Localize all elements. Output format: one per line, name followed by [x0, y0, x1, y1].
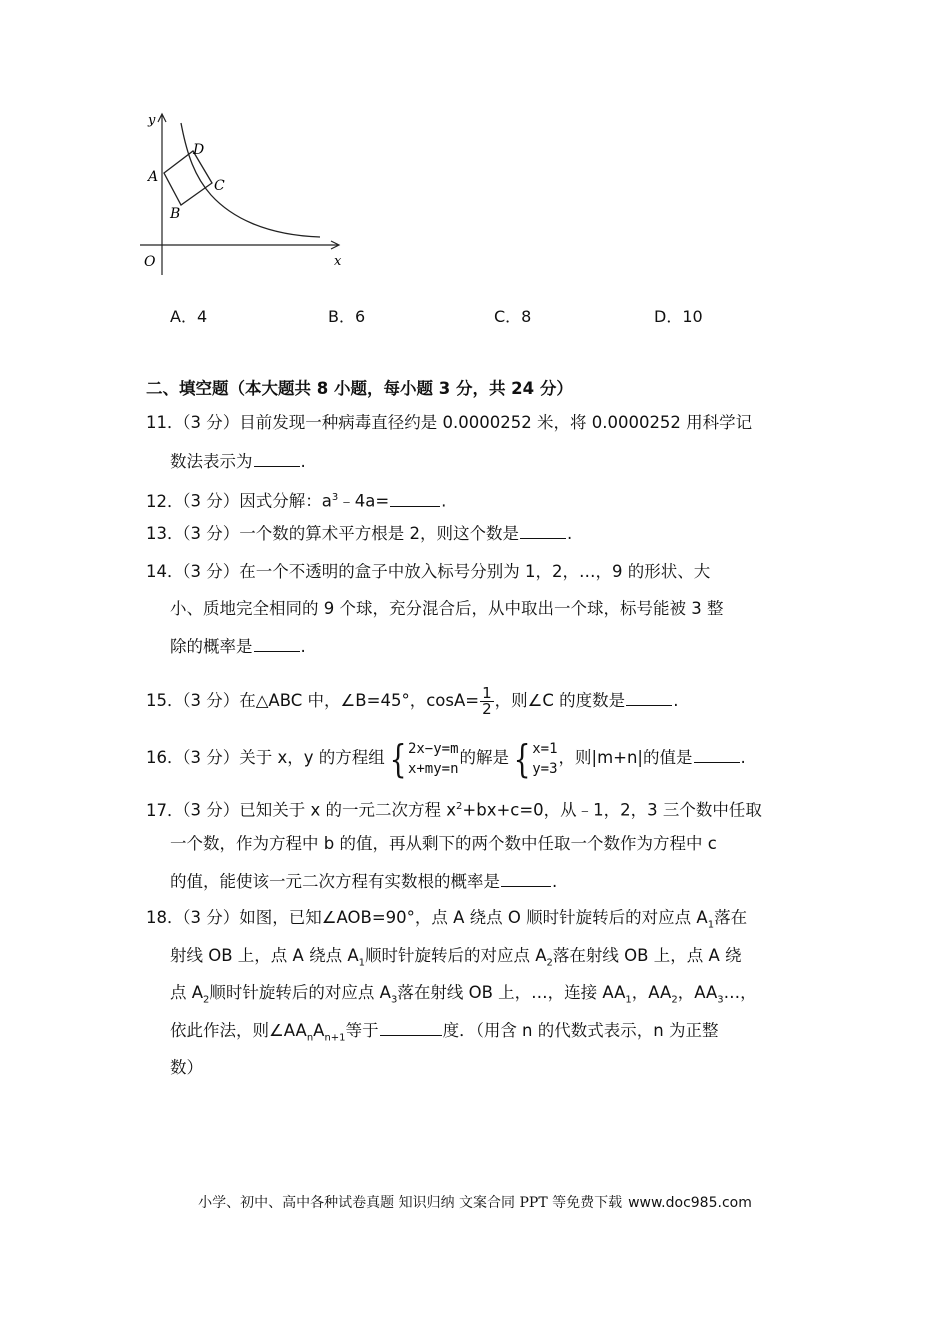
- label-d: D: [193, 142, 205, 158]
- question-text: ，AA: [631, 983, 672, 1002]
- question-text: （3 分）在一个不透明的盒子中放入标号分别为 1，2，…，9 的形状、大: [174, 562, 711, 581]
- label-o: O: [144, 254, 156, 270]
- question-text: ﹣4a=: [338, 491, 390, 511]
- question-text: （3 分）一个数的算术平方根是 2，则这个数是: [174, 524, 519, 543]
- question-18-line-1: [146, 906, 747, 930]
- question-text: .: [567, 524, 573, 543]
- answer-blank[interactable]: [520, 522, 566, 539]
- choice-c: C．8: [494, 307, 532, 326]
- question-number: 12．: [146, 491, 184, 511]
- question-number: 15．: [146, 691, 184, 710]
- question-text: .: [673, 691, 679, 710]
- question-text: A: [313, 1021, 325, 1040]
- hyperbola-curve: [181, 123, 320, 237]
- answer-blank[interactable]: [254, 635, 300, 652]
- question-text: （3 分）目前发现一种病毒直径约是 0.0000252 米，将 0.0000252 用科学记: [174, 413, 753, 432]
- label-c: C: [214, 178, 225, 194]
- equation-2: x+my=n: [407, 760, 459, 777]
- question-11-line-2: [170, 450, 306, 474]
- answer-blank[interactable]: [390, 490, 440, 507]
- question-14-line-1: [146, 560, 710, 584]
- question-text: 依此作法，则∠AA: [170, 1021, 307, 1040]
- question-text: 的值，能使该一元二次方程有实数根的概率是: [170, 872, 500, 891]
- question-13: [146, 522, 572, 546]
- question-text: 点 A: [170, 983, 204, 1002]
- footer-text: 小学、初中、高中各种试卷真题 知识归纳 文案合同 PPT 等免费下载: [198, 1195, 623, 1211]
- solution-system: [510, 736, 558, 781]
- question-text: 度．（用含 n 的代数式表示，n 为正整: [442, 1021, 719, 1040]
- question-text: 落在射线 OB 上，…，连接 AA: [397, 983, 626, 1002]
- question-number: 13．: [146, 524, 184, 543]
- question-text: ，AA: [677, 983, 718, 1002]
- question-17-line-1: [146, 795, 762, 819]
- question-text: 除的概率是: [170, 637, 253, 656]
- answer-blank[interactable]: [380, 1019, 442, 1036]
- question-text: 一个数，作为方程中 b 的值，再从剩下的两个数中任取一个数作为方程中 c: [170, 834, 717, 853]
- question-text: .: [300, 637, 306, 656]
- subscript: 2: [546, 957, 553, 969]
- question-text: （3 分）在△ABC 中，∠B=45°，cosA=: [174, 691, 480, 710]
- question-number: 18．: [146, 908, 184, 927]
- question-number: 14．: [146, 562, 184, 581]
- question-18-line-3: [170, 981, 757, 1005]
- question-17-line-2: [170, 832, 717, 856]
- question-17-line-3: [170, 870, 557, 894]
- question-text: 等于: [345, 1021, 379, 1040]
- left-brace: {: [513, 736, 531, 781]
- question-18-line-5: [170, 1056, 203, 1080]
- question-12: [146, 486, 446, 510]
- question-18-line-2: [170, 944, 741, 968]
- answer-blank[interactable]: [254, 450, 300, 467]
- subscript: 2: [203, 994, 210, 1006]
- question-text: 数法表示为: [170, 452, 253, 471]
- equation-1: 2x−y=m: [407, 740, 459, 757]
- question-text: …，: [723, 983, 757, 1002]
- equation-system: [386, 736, 459, 781]
- question-text: 射线 OB 上，点 A 绕点 A: [170, 946, 359, 965]
- question-15: [146, 684, 678, 718]
- label-x: x: [334, 254, 342, 269]
- section-heading: 二、填空题（本大题共 8 小题，每小题 3 分，共 24 分）: [146, 379, 573, 398]
- coordinate-figure: [135, 105, 355, 280]
- question-number: 16．: [146, 748, 184, 767]
- subscript: n+1: [324, 1032, 346, 1044]
- choice-d: D．10: [654, 307, 703, 326]
- label-b: B: [170, 206, 181, 222]
- question-text: .: [740, 748, 746, 767]
- subscript: 2: [671, 994, 678, 1006]
- square-abcd: [164, 151, 212, 205]
- subscript: 1: [358, 957, 365, 969]
- question-text: 顺时针旋转后的对应点 A: [209, 983, 391, 1002]
- subscript: 3: [717, 994, 724, 1006]
- question-text: .: [300, 452, 306, 471]
- subscript: 3: [390, 994, 398, 1006]
- question-number: 17．: [146, 800, 184, 820]
- solution-2: y=3: [532, 760, 558, 777]
- question-text: ，则∠C 的度数是: [494, 691, 626, 710]
- answer-blank[interactable]: [501, 870, 551, 887]
- question-text: ，则|m+n|的值是: [558, 748, 693, 767]
- subscript: n: [306, 1032, 314, 1044]
- choice-b: B．6: [328, 307, 366, 326]
- exponent: 2: [456, 801, 463, 812]
- subscript: 1: [707, 919, 715, 931]
- question-11-line-1: [146, 411, 752, 435]
- left-brace: {: [389, 736, 407, 781]
- question-text: 落在射线 OB 上，点 A 绕: [552, 946, 742, 965]
- question-16: [146, 736, 746, 780]
- question-text: .: [552, 872, 558, 891]
- label-y: y: [148, 113, 156, 128]
- answer-blank[interactable]: [626, 689, 672, 706]
- question-text: （3 分）关于 x，y 的方程组: [174, 748, 385, 767]
- question-text: 小、质地完全相同的 9 个球，充分混合后，从中取出一个球，标号能被 3 整: [170, 599, 724, 618]
- answer-blank[interactable]: [694, 746, 740, 763]
- subscript: 1: [625, 994, 632, 1006]
- question-text: .: [441, 491, 447, 511]
- question-text: （3 分）已知关于 x 的一元二次方程 x: [174, 800, 457, 820]
- fraction: [480, 686, 494, 717]
- question-14-line-2: [170, 597, 723, 621]
- choice-a: A．4: [170, 307, 208, 326]
- question-text: +bx+c=0，从﹣1，2，3 三个数中任取: [462, 800, 762, 820]
- fraction-denominator: 2: [482, 700, 492, 718]
- question-text: 落在: [714, 908, 748, 927]
- question-text: 顺时针旋转后的对应点 A: [364, 946, 547, 965]
- fraction-numerator: 1: [482, 684, 492, 702]
- exponent: 3: [331, 492, 339, 503]
- footer-link[interactable]: www.doc985.com: [628, 1195, 752, 1211]
- page-footer: [0, 1192, 950, 1212]
- question-text: （3 分）因式分解：a: [174, 491, 332, 511]
- question-14-line-3: [170, 635, 306, 659]
- question-text: 数）: [170, 1058, 203, 1077]
- question-18-line-4: [170, 1019, 718, 1043]
- solution-1: x=1: [532, 740, 558, 757]
- question-text: （3 分）如图，已知∠AOB=90°，点 A 绕点 O 顺时针旋转后的对应点 A: [174, 908, 708, 927]
- question-text: 的解是: [459, 748, 510, 767]
- answer-choices: [0, 304, 950, 326]
- label-a: A: [148, 169, 159, 185]
- question-number: 11．: [146, 413, 184, 432]
